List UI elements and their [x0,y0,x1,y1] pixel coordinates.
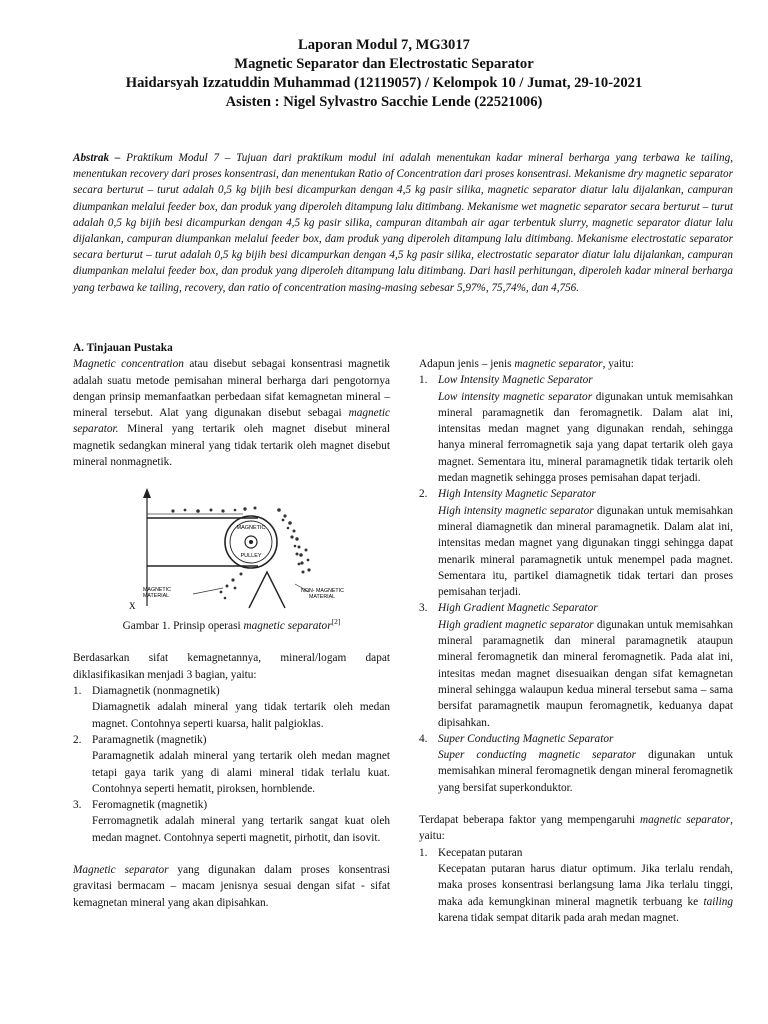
list-item-term: High intensity magnetic separator [438,504,594,517]
types-intro-text-a: Adapun jenis – jenis [419,358,515,370]
intro-text-b: Mineral yang tertarik oleh magnet disebut mineral magnetik sedangkan mineral yang tidak tertarik oleh magnet disebut mineral nonmagnetik. [73,423,390,469]
list-item [419,845,733,926]
types-intro [419,356,733,372]
list-item-title: Kecepatan putaran [438,846,523,859]
list-item-title: Super Conducting Magnetic Separator [438,732,614,745]
intro-paragraph [73,356,390,470]
pulley-label: PULLEY [240,553,262,560]
caption-term: magnetic separator [243,620,332,633]
abstract-label: Abstrak – [73,152,121,164]
list-number: 1. [419,374,428,387]
factors-intro-text-b: , yaitu: [419,814,733,843]
closing-paragraph [73,862,390,911]
list-number: 2. [73,733,82,746]
list-item-term: Super conducting magnetic separator [438,749,637,762]
assistant-line: Asisten : Nigel Sylvastro Sacchie Lende (22521006) [225,94,543,110]
types-intro-text-b: , yaitu: [602,358,634,370]
nonmagnetic-material-label-2: MATERIAL [309,594,336,601]
list-item-text: digunakan untuk memisahkan mineral feromagnetik dengan mineral feromagnetik yang bersifat superkonduktor. [438,749,733,794]
abstract [73,150,733,296]
list-item-description [438,861,733,926]
list-item-title: High Intensity Magnetic Separator [438,488,596,501]
list-item-description: Ferromagnetik adalah mineral yang tertarik sangat kuat oleh medan magnet. Contohnya seperti magnetit, pirhotit, dan isovit. [92,815,390,844]
report-subtitle: Magnetic Separator dan Electrostatic Separator [234,56,534,72]
axis-x-label: X [129,601,136,611]
factors-intro-text-a: Terdapat beberapa faktor yang mempengaruhi [419,814,640,827]
list-item [73,797,390,846]
right-column [419,356,733,926]
abstract-text: Praktikum Modul 7 – Tujuan dari praktikum modul ini adalah menentukan kadar mineral berharga yang terbawa ke tailing, menentukan recovery dari proses konsentrasi, dan menentukan Ratio of Concentration dari proses konsentrasi. Mekanisme dry magnetic separator secara berturut – turut adalah 0,5 kg bijih besi dicampurkan dengan 4,5 kg pasir silika, magnetic separator diatur lalu dijalankan, campuran diumpankan melalui feeder box, dan produk yang diperoleh ditampung lalu ditimbang. Mekanisme wet magnetic separator secara berturut – turut adalah 0,5 kg bijih besi dicampurkan dengan 4,5 kg pasir silika, campuran ditambah air agar terbentuk slurry, magnetic separator diatur lalu dijalankan, campuran diumpankan melalui feeder box, dam produk yang diperoleh ditampung lalu ditimbang. Mekanisme electrostatic separator secara berturut – turut adalah 0,5 kg bijih besi dicampurkan dengan 4,5 kg pasir silika, electrostatic separator diatur lalu dijalankan, campuran diumpankan melalui feeder box, dan produk yang diperoleh ditampung lalu ditimbang. Dari hasil perhitungan, diperoleh kadar mineral berharga yang terbawa ke tailing, recovery, dan ratio of concentration masing-masing sebesar 5,97%, 75,74%, dan 4,756. [73,152,734,294]
list-item-title: Low Intensity Magnetic Separator [438,374,593,387]
list-item [73,683,390,732]
closing-text: yang digunakan dalam proses konsentrasi gravitasi bermacam – macam jenisnya sesuai dengan sifat - sifat kemagnetan mineral yang akan dipisahkan. [73,864,391,909]
figure-magnetic-pulley [73,488,390,610]
intro-term: Magnetic concentration [73,358,184,371]
list-item [419,600,733,730]
magnetic-material-label-2: MATERIAL [143,593,170,600]
factors-intro [419,812,733,845]
closing-term: Magnetic separator [73,864,169,876]
list-item-term: Low intensity magnetic separator [438,390,593,403]
types-intro-term: magnetic separator [514,358,603,370]
factors-intro-term: magnetic separator [639,814,731,827]
list-number: 4. [419,732,428,745]
list-item-description [438,503,733,601]
list-number: 1. [419,846,428,859]
classification-intro: Berdasarkan sifat kemagnetannya, mineral/logam dapat diklasifikasikan menjadi 3 bagian, yaitu: [73,652,390,681]
magnetic-separator-diagram [73,488,390,610]
list-item-description [438,389,733,487]
author-line: Haidarsyah Izzatuddin Muhammad (12119057) / Kelompok 10 / Jumat, 29-10-2021 [125,75,643,91]
intro-term-2: magnetic separator. [73,407,390,436]
list-item-description [438,747,733,796]
factor-text-a: Kecepatan putaran harus diatur optimum. Jika terlalu rendah, maka proses konsentrasi berlangsung lama Jika terlalu tinggi, maka ada kemungkinan mineral magnetik terbuang ke [438,862,733,908]
list-item-title: Paramagnetik (magnetik) [92,733,207,746]
list-number: 2. [419,488,428,501]
list-item [419,486,733,600]
caption-reference: [2] [331,617,341,627]
list-number: 3. [419,602,428,615]
list-item-term: High gradient magnetic separator [438,618,594,631]
factor-text-b: karena tidak sempat ditarik pada arah medan magnet. [438,911,679,924]
report-title: Laporan Modul 7, MG3017 [298,37,470,53]
list-item [419,372,733,486]
list-item-title: Feromagnetik (magnetik) [92,799,208,812]
factor-term: tailing [703,895,733,908]
list-number: 1. [73,685,82,698]
list-item-text: digunakan untuk memisahkan mineral paramagnetik dan mineral paramagnetik ataupun mineral feromagnetik dan mineral feromagnetik. Pada alat ini, intesitas medan magnet disesuaikan dengan sifat kemagnetan mineral sehingga walaupun kedua mineral tersebut sama – sama bersifat paramagnetik maupun feromagnetik, keduanya dapat dipisahkan. [438,618,733,729]
magnetic-material-label-1: MAGNETIC [143,587,171,594]
list-number: 3. [73,799,82,812]
figure-caption [73,614,390,634]
intro-text-a: atau disebut sebagai konsentrasi magnetik adalah suatu metode pemisahan mineral berharga dari pengotornya dengan prinsip memanfaatkan perbedaan sifat kemagnetan mineral – mineral tersebut. Alat yang digunakan disebut sebagai [73,358,391,420]
pulley-label-magnetic: MAGNETIC [236,525,266,532]
nonmagnetic-material-label-1: NON- MAGNETIC [301,588,344,595]
list-item [419,731,733,796]
list-item [73,732,390,797]
list-item-description: Diamagnetik adalah mineral yang tidak tertarik oleh medan magnet. Contohnya seperti kuarsa, halit palgioklas. [92,701,390,730]
list-item-description [438,617,733,731]
list-item-title: Diamagnetik (nonmagnetik) [92,685,220,698]
list-item-text: digunakan untuk memisahkan mineral diamagnetik dan mineral paramagnetik. Dalam alat ini, intensitas medan magnet yang digunakan tinggi sehingga dapat menarik mineral paramagnetik untuk menempel pada magnet. Sementara itu, partikel diamagnetik tidak tertari dan proses pemisahan terjadi. [438,504,734,599]
list-item-description: Paramagnetik adalah mineral yang tertarik oleh medan magnet tetapi gaya tarik yang di alami mineral tidak terlalu kuat. Contohnya seperti hematit, piroksen, hornblende. [92,750,390,795]
paper-header [0,36,768,112]
section-title: A. Tinjauan Pustaka [73,342,173,354]
list-item-text: digunakan untuk memisahkan mineral paramagnetik dan feromagnetik. Dalam alat ini, intensitas medan magnet yang digunakan rendah, sehingga hanya mineral ferromagnetik saja yang dapat tertarik oleh gaya magnet. Sementara itu, mineral paramagnetik tidak tertarik oleh medan magnetik sehingga proses pemisahan dapat terjadi. [438,390,734,485]
left-column [73,340,390,911]
list-item-title: High Gradient Magnetic Separator [438,602,598,615]
caption-text: Gambar 1. Prinsip operasi [122,620,244,633]
